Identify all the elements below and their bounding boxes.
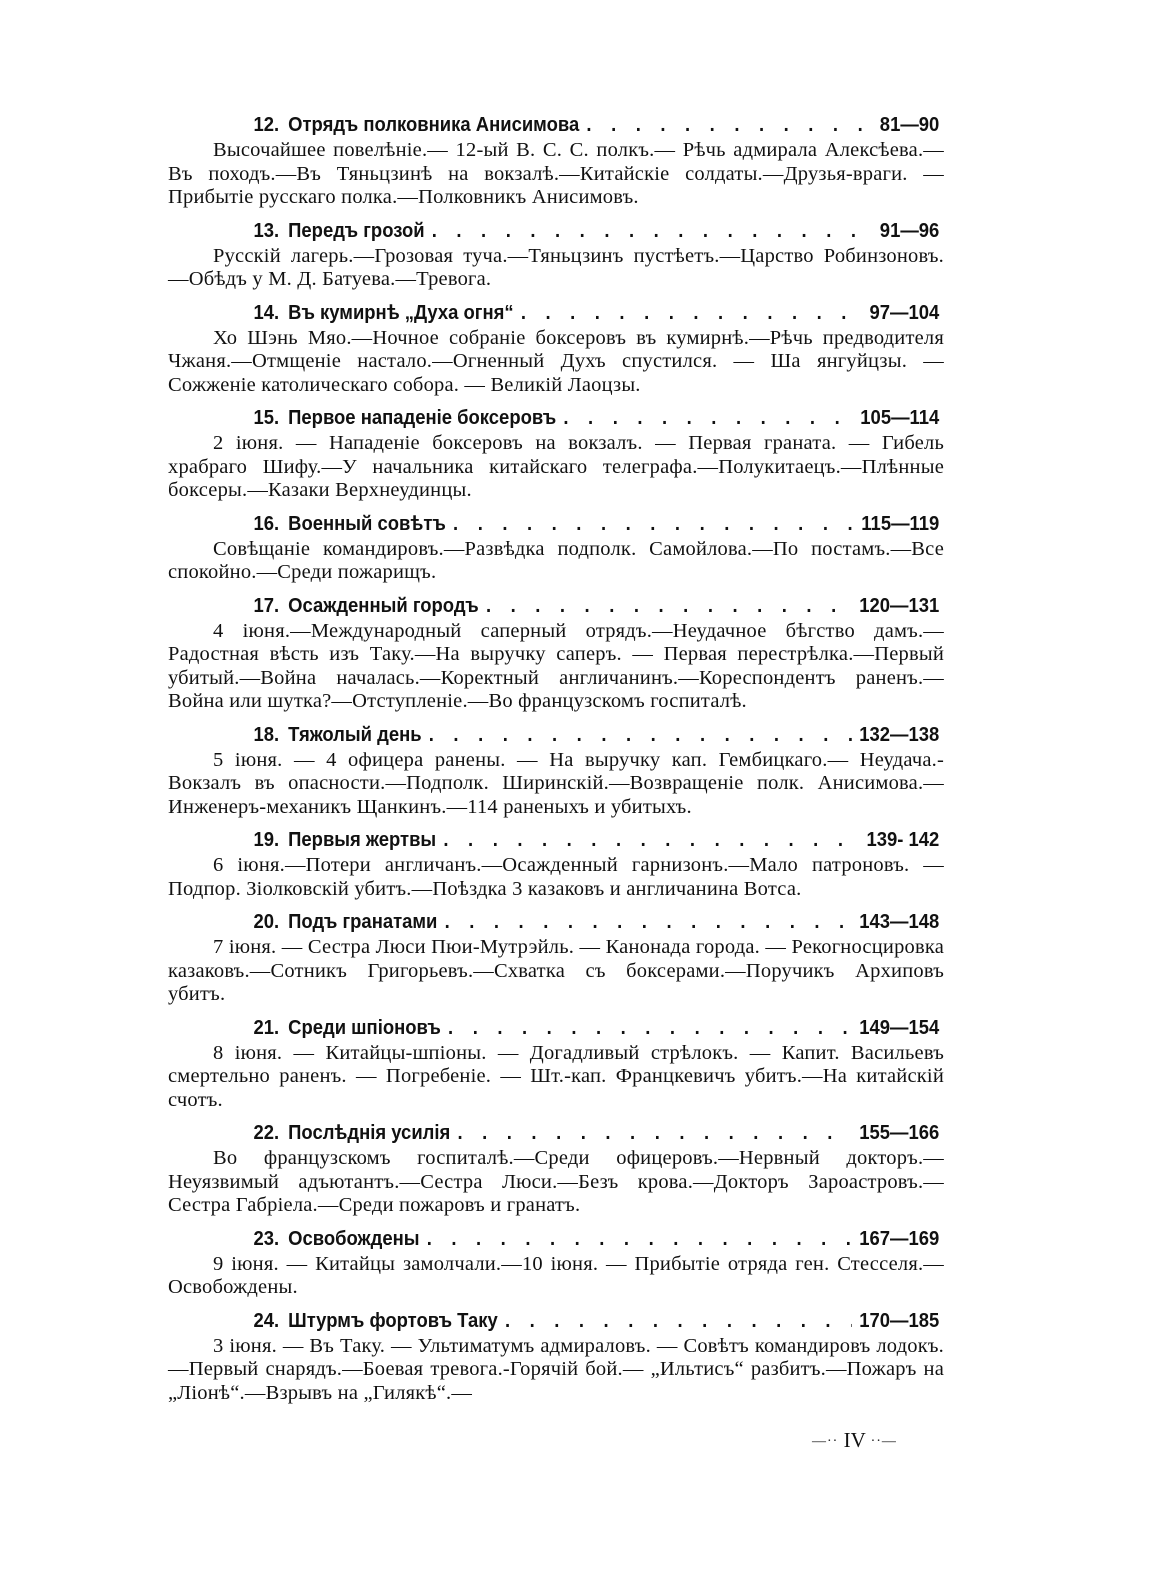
chapter-heading — [168, 720, 939, 749]
chapter-heading — [168, 825, 939, 854]
chapter-title: Въ кумирнѣ „Духа огня“ — [288, 300, 514, 324]
dot-leader — [505, 1306, 852, 1335]
chapter-entry — [168, 1118, 944, 1218]
chapter-heading — [168, 1306, 939, 1335]
chapter-pages: 120—131 — [859, 593, 940, 617]
chapter-summary: Хо Шэнь Мяо.—Ночное собраніе боксеровъ въ кумирнѣ.—Рѣчь предводителя Чжаня.—Отмщеніе настало.—Огненный Духъ спустился. — Ша янгуйцзы. — Сожженіе католическаго собора. — Великій Лаоцзы. — [168, 326, 944, 396]
chapter-entry — [168, 907, 944, 1007]
chapter-heading — [168, 907, 939, 936]
chapter-number: 23. — [253, 1226, 280, 1250]
chapter-summary: Во французскомъ госпиталѣ.—Среди офицеровъ.—Нервный докторъ.—Неуязвимый адъютантъ.—Сестра Люси.—Безъ крова.—Докторъ Зароастровъ.—Сестра Габріела.—Среди пожаровъ и гранатъ. — [168, 1147, 944, 1216]
chapter-number: 19. — [253, 828, 280, 851]
chapter-summary: Русскій лагерь.—Грозовая туча.—Тяньцзинъ пустѣетъ.—Царство Робинзоновъ.—Обѣдъ у М. Д. Батуева.—Тревога. — [168, 244, 944, 290]
chapter-number: 17. — [253, 593, 280, 617]
chapter-summary: Высочайшее повелѣніе.— 12-ый В. С. С. полкъ.— Рѣчь адмирала Алексѣева.—Въ походъ.—Въ Тяньцзинѣ на вокзалѣ.—Китайскіе солдаты.—Друзья-враги. — Прибытіе русскаго полка.—Полковникъ Анисимовъ. — [168, 139, 944, 208]
page-number: IV — [843, 1428, 866, 1452]
chapter-pages: 81—90 — [879, 113, 940, 136]
chapter-summary: 5 іюня. — 4 офицера ранены. — На выручку кап. Гембицкаго.— Неудача.-Вокзалъ въ опасности.—Подполк. Ширинскій.—Возвращеніе полк. Анисимова.—Инженеръ-механикъ Щанкинъ.—114 раненыхъ и убитыхъ. — [168, 748, 944, 818]
chapter-entry — [168, 825, 944, 901]
footer-ornament-left: —·· — [812, 1434, 839, 1450]
chapter-pages: 170—185 — [859, 1308, 940, 1332]
chapter-number: 20. — [253, 910, 280, 933]
chapter-heading — [168, 298, 939, 327]
chapter-title: Военный совѣтъ — [288, 511, 446, 535]
chapter-number: 18. — [253, 722, 280, 746]
dot-leader — [586, 110, 872, 139]
chapter-title: Среди шпіоновъ — [288, 1015, 441, 1039]
chapter-title: Подъ гранатами — [288, 910, 438, 933]
chapter-number: 16. — [253, 511, 280, 535]
chapter-entry — [168, 298, 944, 398]
page-footer — [812, 1428, 897, 1453]
chapter-number: 22. — [253, 1121, 280, 1144]
dot-leader — [563, 403, 853, 432]
chapter-title: Первое нападеніе боксеровъ — [288, 406, 557, 429]
chapter-pages: 115—119 — [861, 511, 940, 535]
chapter-entry — [168, 1306, 944, 1406]
chapter-pages: 105—114 — [860, 406, 940, 429]
chapter-heading — [168, 1013, 939, 1042]
chapter-heading — [168, 1224, 939, 1253]
chapter-number: 24. — [253, 1308, 280, 1332]
chapter-number: 21. — [253, 1015, 280, 1039]
chapter-summary: 8 іюня. — Китайцы-шпіоны. — Догадливый стрѣлокъ. — Капит. Васильевъ смертельно раненъ. — Погребеніе. — Шт.-кап. Францкевичъ убитъ.—На китайскій счотъ. — [168, 1041, 944, 1111]
chapter-entry — [168, 509, 944, 585]
dot-leader — [443, 825, 859, 854]
chapter-heading — [168, 509, 939, 538]
dot-leader — [448, 1013, 852, 1042]
dot-leader — [445, 907, 852, 936]
chapter-number: 12. — [253, 113, 280, 136]
chapter-entry — [168, 591, 944, 714]
dot-leader — [486, 591, 852, 620]
chapter-title: Первыя жертвы — [288, 828, 437, 851]
chapter-summary: 3 іюня. — Въ Таку. — Ультиматумъ адмираловъ. — Совѣтъ командировъ лодокъ.—Первый снарядъ.—Боевая тревога.-Горячій бой.— „Ильтисъ“ разбитъ.—Пожаръ на „Ліонѣ“.—Взрывъ на „Гилякѣ“.— — [168, 1334, 944, 1404]
chapter-entry — [168, 403, 944, 503]
table-of-contents — [168, 110, 944, 1411]
chapter-entry — [168, 1013, 944, 1113]
chapter-pages: 149—154 — [859, 1015, 940, 1039]
chapter-pages: 139- 142 — [866, 828, 940, 851]
chapter-title: Тяжолый день — [288, 722, 422, 746]
chapter-entry — [168, 110, 944, 210]
chapter-heading — [168, 1118, 939, 1147]
chapter-title: Передъ грозой — [288, 218, 425, 242]
chapter-pages: 167—169 — [859, 1226, 940, 1250]
chapter-number: 14. — [253, 300, 280, 324]
chapter-title: Послѣднія усилія — [288, 1121, 451, 1144]
dot-leader — [427, 1224, 852, 1253]
chapter-pages: 143—148 — [859, 910, 940, 933]
chapter-entry — [168, 1224, 944, 1300]
chapter-title: Штурмъ фортовъ Таку — [288, 1308, 498, 1332]
chapter-summary: 6 іюня.—Потери англичанъ.—Осажденный гарнизонъ.—Мало патроновъ. — Подпор. Зіолковскій убитъ.—Поѣздка 3 казаковъ и англичанина Вотса. — [168, 854, 944, 900]
chapter-heading — [168, 110, 939, 139]
chapter-heading — [168, 403, 939, 432]
chapter-entry — [168, 720, 944, 820]
chapter-summary: Совѣщаніе командировъ.—Развѣдка подполк. Самойлова.—По постамъ.—Все спокойно.—Среди пожарищъ. — [168, 537, 944, 583]
dot-leader — [453, 509, 854, 538]
chapter-number: 13. — [253, 218, 280, 242]
chapter-heading — [168, 591, 939, 620]
chapter-number: 15. — [253, 406, 280, 429]
chapter-summary: 9 іюня. — Китайцы замолчали.—10 іюня. — Прибытіе отряда ген. Стесселя.—Освобождены. — [168, 1252, 944, 1298]
dot-leader — [457, 1118, 852, 1147]
chapter-title: Отрядъ полковника Анисимова — [288, 113, 580, 136]
chapter-pages: 132—138 — [859, 722, 940, 746]
chapter-pages: 97—104 — [869, 300, 940, 324]
chapter-title: Освобождены — [288, 1226, 420, 1250]
chapter-summary: 2 іюня. — Нападеніе боксеровъ на вокзалъ. — Первая граната. — Гибель храбраго Шифу.—У начальника китайскаго телеграфа.—Полукитаецъ.—Плѣнные боксеры.—Казаки Верхнеудинцы. — [168, 432, 944, 501]
chapter-summary: 7 іюня. — Сестра Люси Пюи-Мутрэйль. — Канонада города. — Рекогносцировка казаковъ.—Сотникъ Григорьевъ.—Схватка съ боксерами.—Поручикъ Архиповъ убитъ. — [168, 936, 944, 1005]
chapter-pages: 91—96 — [879, 218, 940, 242]
chapter-summary: 4 іюня.—Международный саперный отрядъ.—Неудачное бѣгство дамъ.—Радостная вѣсть изъ Таку.—На выручку саперъ. — Первая перестрѣлка.—Первый убитый.—Война началась.—Коректный англичанинъ.—Кореспондентъ раненъ.—Война или шутка?—Отступленіе.—Во французскомъ госпиталѣ. — [168, 619, 944, 712]
dot-leader — [429, 720, 852, 749]
chapter-entry — [168, 216, 944, 292]
chapter-pages: 155—166 — [859, 1121, 940, 1144]
footer-ornament-right: ··— — [870, 1434, 897, 1450]
dot-leader — [432, 216, 873, 245]
chapter-heading — [168, 216, 939, 245]
dot-leader — [521, 298, 863, 327]
chapter-title: Осажденный городъ — [288, 593, 479, 617]
